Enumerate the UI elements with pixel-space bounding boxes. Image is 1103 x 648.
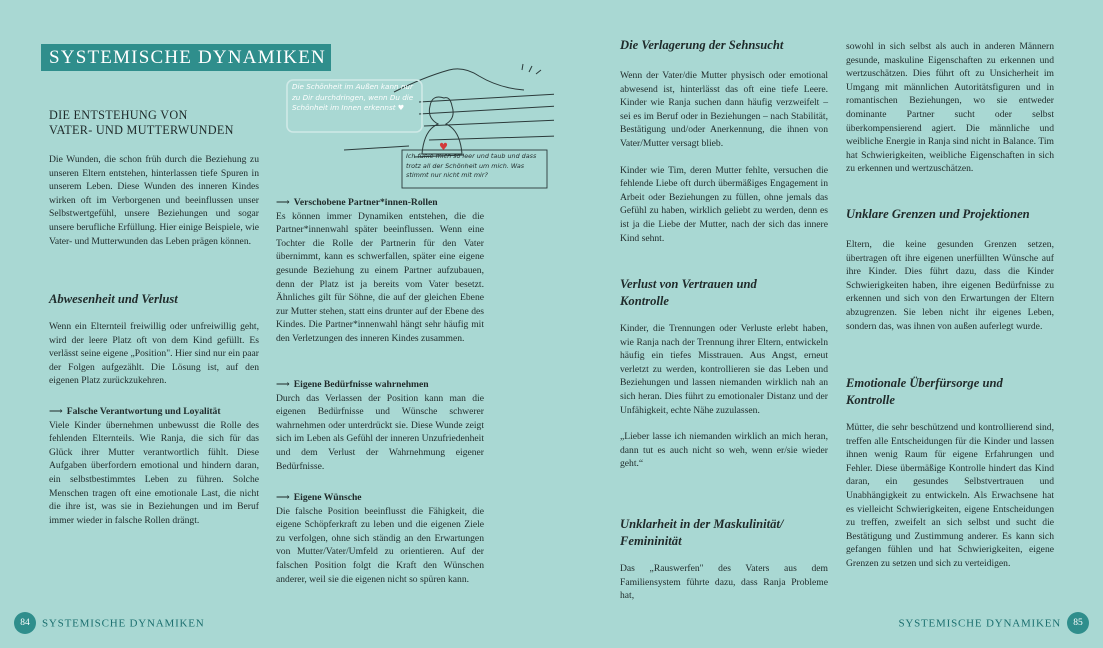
page-number-left: 84 (14, 612, 36, 634)
beduerfnisse-section (276, 378, 484, 473)
heart-icon: ♥ (439, 142, 448, 153)
grenzen-paragraph (846, 238, 1054, 333)
heading-vertrauen-line-1: Verlust von Vertrauen und (620, 277, 757, 291)
heading-fuersorge (846, 375, 1003, 409)
falsche-section (49, 405, 259, 527)
section-banner: SYSTEMISCHE DYNAMIKEN (41, 44, 331, 71)
verschoben-subheading-text: Verschobene Partner*innen-Rollen (293, 197, 438, 208)
grenzen-text: Eltern, die keine gesunden Grenzen setzen, übertragen oft ihre eigenen unerfüllten Wünsche auf ihre Kinder. Dies führt dazu, dass die Kinder Schwierigkeiten haben, ihre eigenen Bedürfnisse zu erkennen und sich von den Erwartungen der Eltern abzugrenzen. Sie leben nicht ihr eigenes Leben, sondern das, was ihnen von außen auferlegt wurde. (846, 239, 1054, 332)
footer-left-label: SYSTEMISCHE DYNAMIKEN (42, 617, 205, 630)
maskulinitaet-paragraph-start (620, 562, 828, 603)
heading-fuersorge-line-1: Emotionale Überfürsorge und (846, 376, 1003, 390)
abwesenheit-paragraph (49, 320, 259, 388)
quote-text: „Lieber lasse ich niemanden wirklich an mich heran, dann tut es auch nicht so weh, wenn er/sie wieder geht.“ (620, 431, 828, 470)
arrow-icon: ⟶ (276, 379, 290, 390)
wuensche-subheading (276, 491, 484, 505)
intro-text: Die Wunden, die schon früh durch die Beziehung zu unseren Eltern entstehen, hinterlassen tiefe Spuren in unserem Leben. Diese Wunden des inneren Kindes wirken oft im Verborgenen und beeinflussen unser Selbstwertgefühl, unsere Beziehungen und sogar unsere berufliche Erfüllung. Hier einige Beispiele, wie Vater- und Mutterwunden das Leben prägen können. (49, 154, 259, 247)
arrow-icon: ⟶ (276, 492, 290, 503)
intro-paragraph (49, 153, 259, 248)
vertrauen-text: Kinder, die Trennungen oder Verluste erlebt haben, wie Ranja nach der Trennung ihrer Eltern, entwickeln häufig ein tiefes Misstrauen. Aus Angst, erneut verletzt zu werden, kontrollieren sie das Leben und Beziehungen und lassen niemanden wirklich nah an sich heran. Dies führt zu emotionaler Distanz und der Unfähigkeit, echte Nähe zuzulassen. (620, 323, 828, 416)
footer-left (14, 611, 205, 635)
heading-verlagerung: Die Verlagerung der Sehnsucht (620, 38, 784, 52)
title-line-1: DIE ENTSTEHUNG VON (49, 108, 188, 122)
footer-right (898, 611, 1089, 635)
verschoben-subheading (276, 196, 484, 210)
footer-right-label: SYSTEMISCHE DYNAMIKEN (898, 617, 1061, 630)
sketch-note-2: Ich fühle mich so leer und taub und dass trotz all der Schönheit um mich. Was stimmt nur nicht mit mir? (406, 152, 537, 179)
heading-vertrauen (620, 276, 757, 310)
abwesenheit-text: Wenn ein Elternteil freiwillig oder unfreiwillig geht, wird der leere Platz oft von dem Kind gefüllt. Es verlässt seine eigene „Position". Hier sind nur ein paar der Folgen aufgezählt. Die Lösung ist, auf den eigenen Platz zurückzukehren. (49, 321, 259, 387)
arrow-icon: ⟶ (276, 197, 290, 208)
page-number-right: 85 (1067, 612, 1089, 634)
sketch-illustration (284, 62, 554, 192)
beduerfnisse-subheading (276, 378, 484, 392)
verlagerung-text-1: Wenn der Vater/die Mutter physisch oder emotional abwesend ist, hinterlässt das oft eine tiefe Leere. Kinder wie Ranja suchen dann häufig verzweifelt – sei es im Beruf oder in Beziehungen – nach Stabilität, Bestätigung und/oder Anerkennung, die ihnen von Vater/Mutter versagt blieb. (620, 70, 828, 149)
arrow-icon: ⟶ (49, 406, 63, 417)
fuersorge-text: Mütter, die sehr beschützend und kontrollierend sind, treffen alle Entscheidungen für die Kinder und lassen ihnen wenig Raum für eigene Erfahrungen und Fehler. Diese übermäßige Kontrolle hindert das Kind daran, ein gesundes Selbstvertrauen und Unabhängigkeit zu entwickeln. Als Erwachsene hat es vielleicht Schwierigkeiten, eigene Entscheidungen zu treffen, zweifelt an sich selbst und sucht die Bestätigung und Zustimmung anderer. Es kann sich gefangen fühlen und hat Schwierigkeiten, eigene Grenzen zu setzen und sich zu verteidigen. (846, 422, 1054, 569)
heading-maskulinitaet-line-2: Femininität (620, 534, 682, 548)
heading-maskulinitaet-line-1: Unklarheit in der Maskulinität/ (620, 517, 784, 531)
wuensche-subheading-text: Eigene Wünsche (293, 492, 362, 503)
maskulinitaet-text-start: Das „Rauswerfen" des Vaters aus dem Familiensystem führte dazu, dass Ranja Probleme hat, (620, 563, 828, 602)
vertrauen-paragraph (620, 322, 828, 471)
sketch-note-1-wrap (292, 82, 420, 132)
heading-maskulinitaet (620, 516, 783, 550)
beduerfnisse-subheading-text: Eigene Bedürfnisse wahrnehmen (293, 379, 429, 390)
verlagerung-text-2: Kinder wie Tim, deren Mutter fehlte, versuchen die fehlende Liebe oft durch übermäßiges Engagement in Arbeit oder Beziehungen zu füllen, ohne jemals das Gefühl zu haben, wirklich geliebt zu werden, denn es ist ja die Liebe der Mutter, nach der sich das innere Kind sehnt. (620, 164, 828, 244)
verschoben-section (276, 196, 484, 346)
sketch-note-2-wrap (406, 152, 546, 188)
heading-grenzen: Unklare Grenzen und Projektionen (846, 207, 1030, 221)
heading-fuersorge-line-2: Kontrolle (846, 393, 895, 407)
sketch-note-1: Die Schönheit im Außen kann nur zu Dir durchdringen, wenn Du die Schönheit im Innen erkennst ♥ (292, 82, 414, 112)
falsche-subheading (49, 405, 259, 419)
wuensche-text: Die falsche Position beeinflusst die Fähigkeit, die eigene Schöpferkraft zu leben und die eigenen Ziele zu verfolgen, ohne sich ständig an den Erwartungen von Mutter/Vater/Umfeld zu orientieren. Auf der falschen Position folgt die Kraft den Wünschen anderer, weil sie die eigenen nicht so spüren kann. (276, 505, 484, 585)
wuensche-section (276, 491, 484, 586)
maskulinitaet-paragraph-cont (846, 40, 1054, 176)
fuersorge-paragraph (846, 421, 1054, 571)
heading-vertrauen-line-2: Kontrolle (620, 294, 669, 308)
verschoben-text: Es können immer Dynamiken entstehen, die die Partner*innenwahl später beeinflussen. Wenn eine Tochter die Rolle der Partnerin für den Vater übernimmt, kann es schwerfallen, später eine eigene gesunde Beziehung zu einem Partner aufzubauen, denn der Platz ist ja bereits vom Vater besetzt. Ähnliches gilt für Söhne, die auf der gleichen Ebene zur Mutter stehen, statt eins drunter auf der Ebene des Kindes. Die Partner*innenwahl hängt sehr häufig mit den Verletzungen des inneren Kindes zusammen. (276, 210, 484, 344)
title-line-2: VATER- UND MUTTERWUNDEN (49, 123, 234, 137)
beduerfnisse-text: Durch das Verlassen der Position kann man die eigenen Bedürfnisse und Wünsche schwerer wahrnehmen oder unterdrückt sie. Diese Wunde zeigt sich im Leben als Gefühl der inneren Unzufriedenheit und dem Verlust der Wahrnehmung eigener Bedürfnisse. (276, 392, 484, 472)
maskulinitaet-text-cont: sowohl in sich selbst als auch in anderen Männern gesunde, maskuline Eigenschaften zu erkennen und wertzuschätzen. Dies führt oft zu Unsicherheit im Umgang mit männlichen Autoritätsfiguren und in romantischen Beziehungen, wo sie entweder dominante Partner sucht oder selbst überkompensierend agiert. Die männliche und weibliche Energie in Ranja sind nicht in Balance. Tim hat Schwierigkeiten, weibliche Eigenschaften in sich zu erkennen und wertzuschätzen. (846, 41, 1054, 175)
section-title (49, 108, 234, 138)
heading-abwesenheit: Abwesenheit und Verlust (49, 292, 178, 306)
verlagerung-paragraphs (620, 69, 828, 245)
falsche-subheading-text: Falsche Verantwortung und Loyalität (66, 406, 221, 417)
falsche-text: Viele Kinder übernehmen unbewusst die Rolle des fehlenden Elternteils. Wie Ranja, die sich für das Glück ihrer Mutter verantwortlich fühlt. Diese Aufgaben überfordern emotional und hindern daran, ein selbstbestimmtes Leben zu führen. Solche Menschen tragen oft eine emotionale Last, die nicht die ihre ist, was sie in Beziehungen und im Beruf immer wieder in falsche Rollen drängt. (49, 419, 259, 526)
